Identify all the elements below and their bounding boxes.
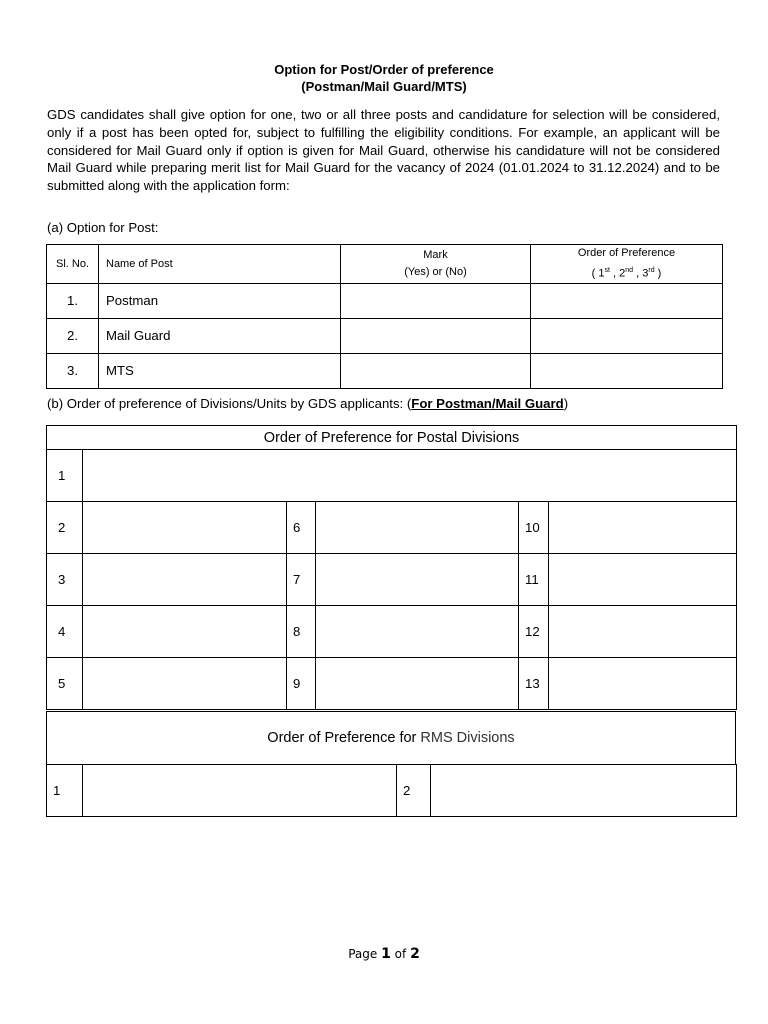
row-post-name: MTS — [99, 353, 341, 388]
col-header-order-line2: ( 1st , 2nd , 3rd ) — [591, 267, 662, 280]
section-b-label: (b) Order of preference of Divisions/Units by GDS applicants: (For Postman/Mail Guard) — [47, 396, 569, 411]
pref-number: 6 — [287, 502, 316, 554]
pref-input-cell[interactable] — [83, 502, 287, 554]
table-row — [47, 353, 723, 388]
instructions-paragraph: GDS candidates shall give option for one, two or all three posts and candidature for selection will be considered, only if a post has been opted for, subject to fulfilling the eligibility conditions. For example, an applicant will be considered for Mail Guard only if option is given for Mail Guard, otherwise his candidature will not be considered Mail Guard while preparing merit list for Mail Guard for the vacancy of 2024 (01.01.2024 to 31.12.2024) and to be submitted along with the application form: — [47, 107, 720, 194]
pref-number: 11 — [519, 554, 549, 606]
pref-number: 1 — [47, 765, 83, 817]
table-header-row — [47, 245, 723, 284]
table-row — [47, 765, 737, 817]
mark-input-cell-mts[interactable] — [341, 353, 531, 388]
order-input-cell-mail-guard[interactable] — [531, 318, 723, 353]
col-header-name: Name of Post — [99, 245, 341, 284]
mark-input-cell-postman[interactable] — [341, 283, 531, 318]
table-row — [47, 318, 723, 353]
page-number: Page 1 of 2 — [348, 946, 420, 962]
pref-number: 13 — [519, 658, 549, 710]
col-header-mark — [341, 245, 531, 284]
section-b-bold-label: For Postman/Mail Guard — [411, 396, 564, 411]
pref-input-cell[interactable] — [83, 554, 287, 606]
col-header-order-line1: Order of Preference — [577, 247, 676, 259]
pref-input-cell[interactable] — [316, 502, 519, 554]
pref-input-cell[interactable] — [83, 606, 287, 658]
order-input-cell-mts[interactable] — [531, 353, 723, 388]
pref-input-cell[interactable] — [549, 658, 737, 710]
pref-number: 4 — [47, 606, 83, 658]
pref-number: 1 — [47, 450, 83, 502]
pref-input-cell[interactable] — [549, 554, 737, 606]
col-header-mark-line1: Mark — [423, 248, 448, 261]
row-slno: 3. — [47, 353, 99, 388]
pref-number: 10 — [519, 502, 549, 554]
pref-number: 7 — [287, 554, 316, 606]
pref-input-cell[interactable] — [83, 765, 397, 817]
col-header-mark-line2: (Yes) or (No) — [404, 265, 467, 278]
pref-number: 8 — [287, 606, 316, 658]
mark-input-cell-mail-guard[interactable] — [341, 318, 531, 353]
table-row — [47, 606, 737, 658]
pref-number: 9 — [287, 658, 316, 710]
table-row — [47, 450, 737, 502]
pref-input-cell[interactable] — [549, 606, 737, 658]
pref-number: 12 — [519, 606, 549, 658]
pref-input-cell[interactable] — [316, 658, 519, 710]
pref-number: 2 — [47, 502, 83, 554]
pref-input-cell[interactable] — [431, 765, 737, 817]
table-row — [47, 502, 737, 554]
col-header-slno: Sl. No. — [47, 245, 99, 284]
row-post-name: Postman — [99, 283, 341, 318]
pref-input-cell[interactable] — [316, 554, 519, 606]
order-input-cell-postman[interactable] — [531, 283, 723, 318]
table-row — [47, 554, 737, 606]
pref-input-cell[interactable] — [83, 450, 737, 502]
pref-number: 2 — [397, 765, 431, 817]
table-row — [47, 658, 737, 710]
row-post-name: Mail Guard — [99, 318, 341, 353]
form-title: Option for Post/Order of preference — [274, 62, 494, 77]
rms-divisions-table — [46, 764, 737, 817]
pref-number: 5 — [47, 658, 83, 710]
rms-heading-table — [46, 711, 736, 765]
row-slno: 1. — [47, 283, 99, 318]
section-a-label: (a) Option for Post: — [47, 220, 159, 235]
pref-input-cell[interactable] — [316, 606, 519, 658]
rms-divisions-heading: Order of Preference for RMS Divisions — [47, 712, 736, 765]
pref-input-cell[interactable] — [83, 658, 287, 710]
table-row — [47, 283, 723, 318]
postal-divisions-heading: Order of Preference for Postal Divisions — [47, 426, 737, 450]
form-subtitle: (Postman/Mail Guard/MTS) — [301, 79, 467, 94]
pref-input-cell[interactable] — [549, 502, 737, 554]
row-slno: 2. — [47, 318, 99, 353]
pref-number: 3 — [47, 554, 83, 606]
option-for-post-table — [46, 244, 723, 389]
postal-divisions-table — [46, 425, 737, 710]
col-header-order — [531, 245, 723, 284]
